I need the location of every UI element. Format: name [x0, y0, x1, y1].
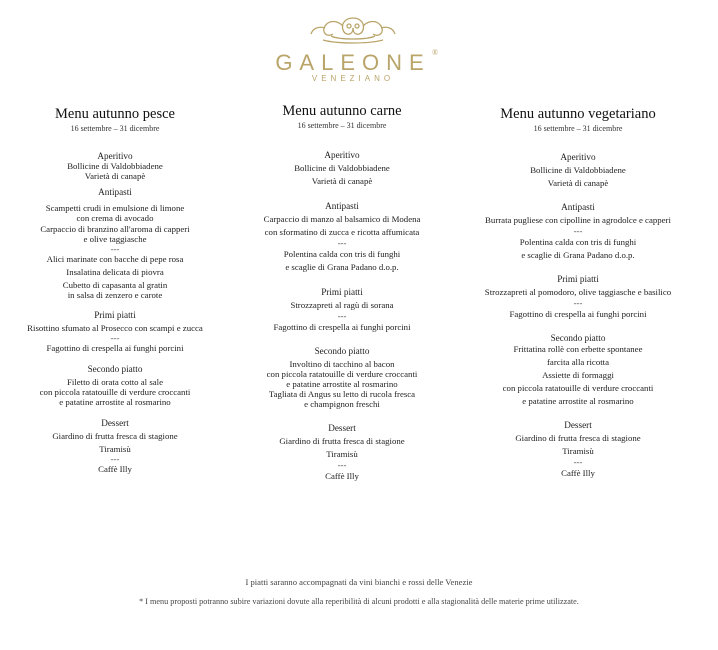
menu-item: Fagottino di crespella ai funghi porcini: [509, 309, 647, 319]
menu-item: Carpaccio di branzino all'aroma di capperi: [40, 224, 190, 234]
menu-item: Bollicine di Valdobbiadene: [294, 163, 390, 173]
menu-item: Cubetto di capasanta al gratin: [62, 280, 168, 290]
separator: ---: [573, 226, 583, 236]
menu-item: con piccola ratatouille di verdure croccanti: [39, 387, 191, 397]
wine-note: I piatti saranno accompagnati da vini bianchi e rossi delle Venezie: [245, 577, 473, 587]
menu-item: Involtino di tacchino al bacon: [289, 359, 395, 369]
menu-item: con sformatino di zucca e ricotta affumicata: [264, 227, 420, 237]
menu-item: e patatine arrostite al rosmarino: [522, 396, 634, 406]
menu-item: Tagliata di Angus su letto di rucola fresca: [268, 389, 416, 399]
menu-item: Burrata pugliese con cipolline in agrodolce e capperi: [485, 215, 671, 225]
menu-item: Giardino di frutta fresca di stagione: [515, 433, 641, 443]
menu-item: Frittatina rollè con erbette spontanee: [513, 344, 643, 354]
menu-item: Caffè Illy: [325, 471, 359, 481]
menu-item: e patatine arrostite al rosmarino: [59, 397, 171, 407]
section-heading: Antipasti: [561, 202, 595, 212]
menu-item: Polentina calda con tris di funghi: [283, 249, 401, 259]
separator: ---: [337, 311, 347, 321]
section-heading: Antipasti: [98, 187, 132, 197]
brand-name: GALEONE: [275, 50, 431, 75]
menu-item: Giardino di frutta fresca di stagione: [279, 436, 405, 446]
menu-carne: [227, 103, 457, 481]
galeone-logo: [268, 14, 438, 84]
menu-item: Varietà di canapè: [547, 178, 609, 188]
section-heading: Aperitivo: [97, 151, 133, 161]
menu-item: e champignon freschi: [304, 399, 380, 409]
menu-item: Strozzapreti al ragù di sorana: [290, 300, 394, 310]
menu-item: Fagottino di crespella ai funghi porcini: [46, 343, 184, 353]
menu-dates: 16 settembre – 31 dicembre: [297, 121, 387, 130]
section-heading: Dessert: [101, 418, 129, 428]
menu-item: Tiramisù: [562, 446, 594, 456]
menu-title: Menu autunno carne: [282, 103, 402, 119]
menu-item: e olive taggiasche: [83, 234, 147, 244]
menu-item: Alici marinate con bacche di pepe rosa: [46, 254, 184, 264]
disclaimer: * I menu proposti potranno subire variazioni dovute alla reperibilità di alcuni prodotti e alla stagionalità delle materie prime utilizzate.: [139, 597, 579, 606]
separator: ---: [110, 333, 120, 343]
menu-title: Menu autunno vegetariano: [500, 106, 656, 122]
menu-item: Caffè Illy: [561, 468, 595, 478]
menu-item: Insalatina delicata di piovra: [66, 267, 164, 277]
menu-item: Caffè Illy: [98, 464, 132, 474]
section-heading: Secondo piatto: [550, 333, 606, 343]
menu-item: Assiette di formaggi: [542, 370, 614, 380]
section-heading: Secondo piatto: [314, 346, 370, 356]
menu-pesce: [0, 106, 230, 474]
menu-title: Menu autunno pesce: [55, 106, 175, 122]
section-heading: Primi piatti: [321, 287, 363, 297]
section-heading: Dessert: [328, 423, 356, 433]
menu-item: Polentina calda con tris di funghi: [519, 237, 637, 247]
menu-item: Varietà di canapè: [311, 176, 373, 186]
section-heading: Dessert: [564, 420, 592, 430]
menu-item: Carpaccio di manzo al balsamico di Modena: [263, 214, 421, 224]
section-heading: Primi piatti: [557, 274, 599, 284]
menu-dates: 16 settembre – 31 dicembre: [70, 124, 160, 133]
section-heading: Secondo piatto: [87, 364, 143, 374]
separator: ---: [110, 454, 120, 464]
separator: ---: [110, 244, 120, 254]
brand-registered-mark: ®: [432, 48, 439, 57]
menu-item: con piccola ratatouille di verdure croccanti: [266, 369, 418, 379]
menu-item: Fagottino di crespella ai funghi porcini: [273, 322, 411, 332]
menu-item: Risottino sfumato al Prosecco con scampi e zucca: [27, 323, 203, 333]
menu-item: e scaglie di Grana Padano d.o.p.: [521, 250, 635, 260]
menu-item: Bollicine di Valdobbiadene: [67, 161, 163, 171]
menu-item: e patatine arrostite al rosmarino: [286, 379, 398, 389]
section-heading: Antipasti: [325, 201, 359, 211]
menu-item: e scaglie di Grana Padano d.o.p.: [285, 262, 399, 272]
section-heading: Aperitivo: [560, 152, 596, 162]
menu-item: con crema di avocado: [76, 213, 154, 223]
menu-item: Filetto di orata cotto al sale: [66, 377, 163, 387]
brand-subtitle: VENEZIANO: [311, 74, 395, 83]
menu-item: Scampetti crudi in emulsione di limone: [45, 203, 185, 213]
menu-item: in salsa di zenzero e carote: [67, 290, 163, 300]
section-heading: Aperitivo: [324, 150, 360, 160]
section-heading: Primi piatti: [94, 310, 136, 320]
menu-dates: 16 settembre – 31 dicembre: [533, 124, 623, 133]
galeone-crest-icon: [303, 14, 403, 46]
menu-item: Tiramisù: [99, 444, 131, 454]
menu-item: Giardino di frutta fresca di stagione: [52, 431, 178, 441]
menu-item: Tiramisù: [326, 449, 358, 459]
menu-item: con piccola ratatouille di verdure croccanti: [502, 383, 654, 393]
separator: ---: [573, 457, 583, 467]
separator: ---: [337, 460, 347, 470]
menu-item: Strozzapreti al pomodoro, olive taggiasche e basilico: [484, 287, 672, 297]
separator: ---: [337, 238, 347, 248]
menu-item: Bollicine di Valdobbiadene: [530, 165, 626, 175]
menu-vegetariano: [463, 106, 693, 478]
separator: ---: [573, 298, 583, 308]
menu-item: Varietà di canapè: [84, 171, 146, 181]
menu-item: farcita alla ricotta: [546, 357, 610, 367]
